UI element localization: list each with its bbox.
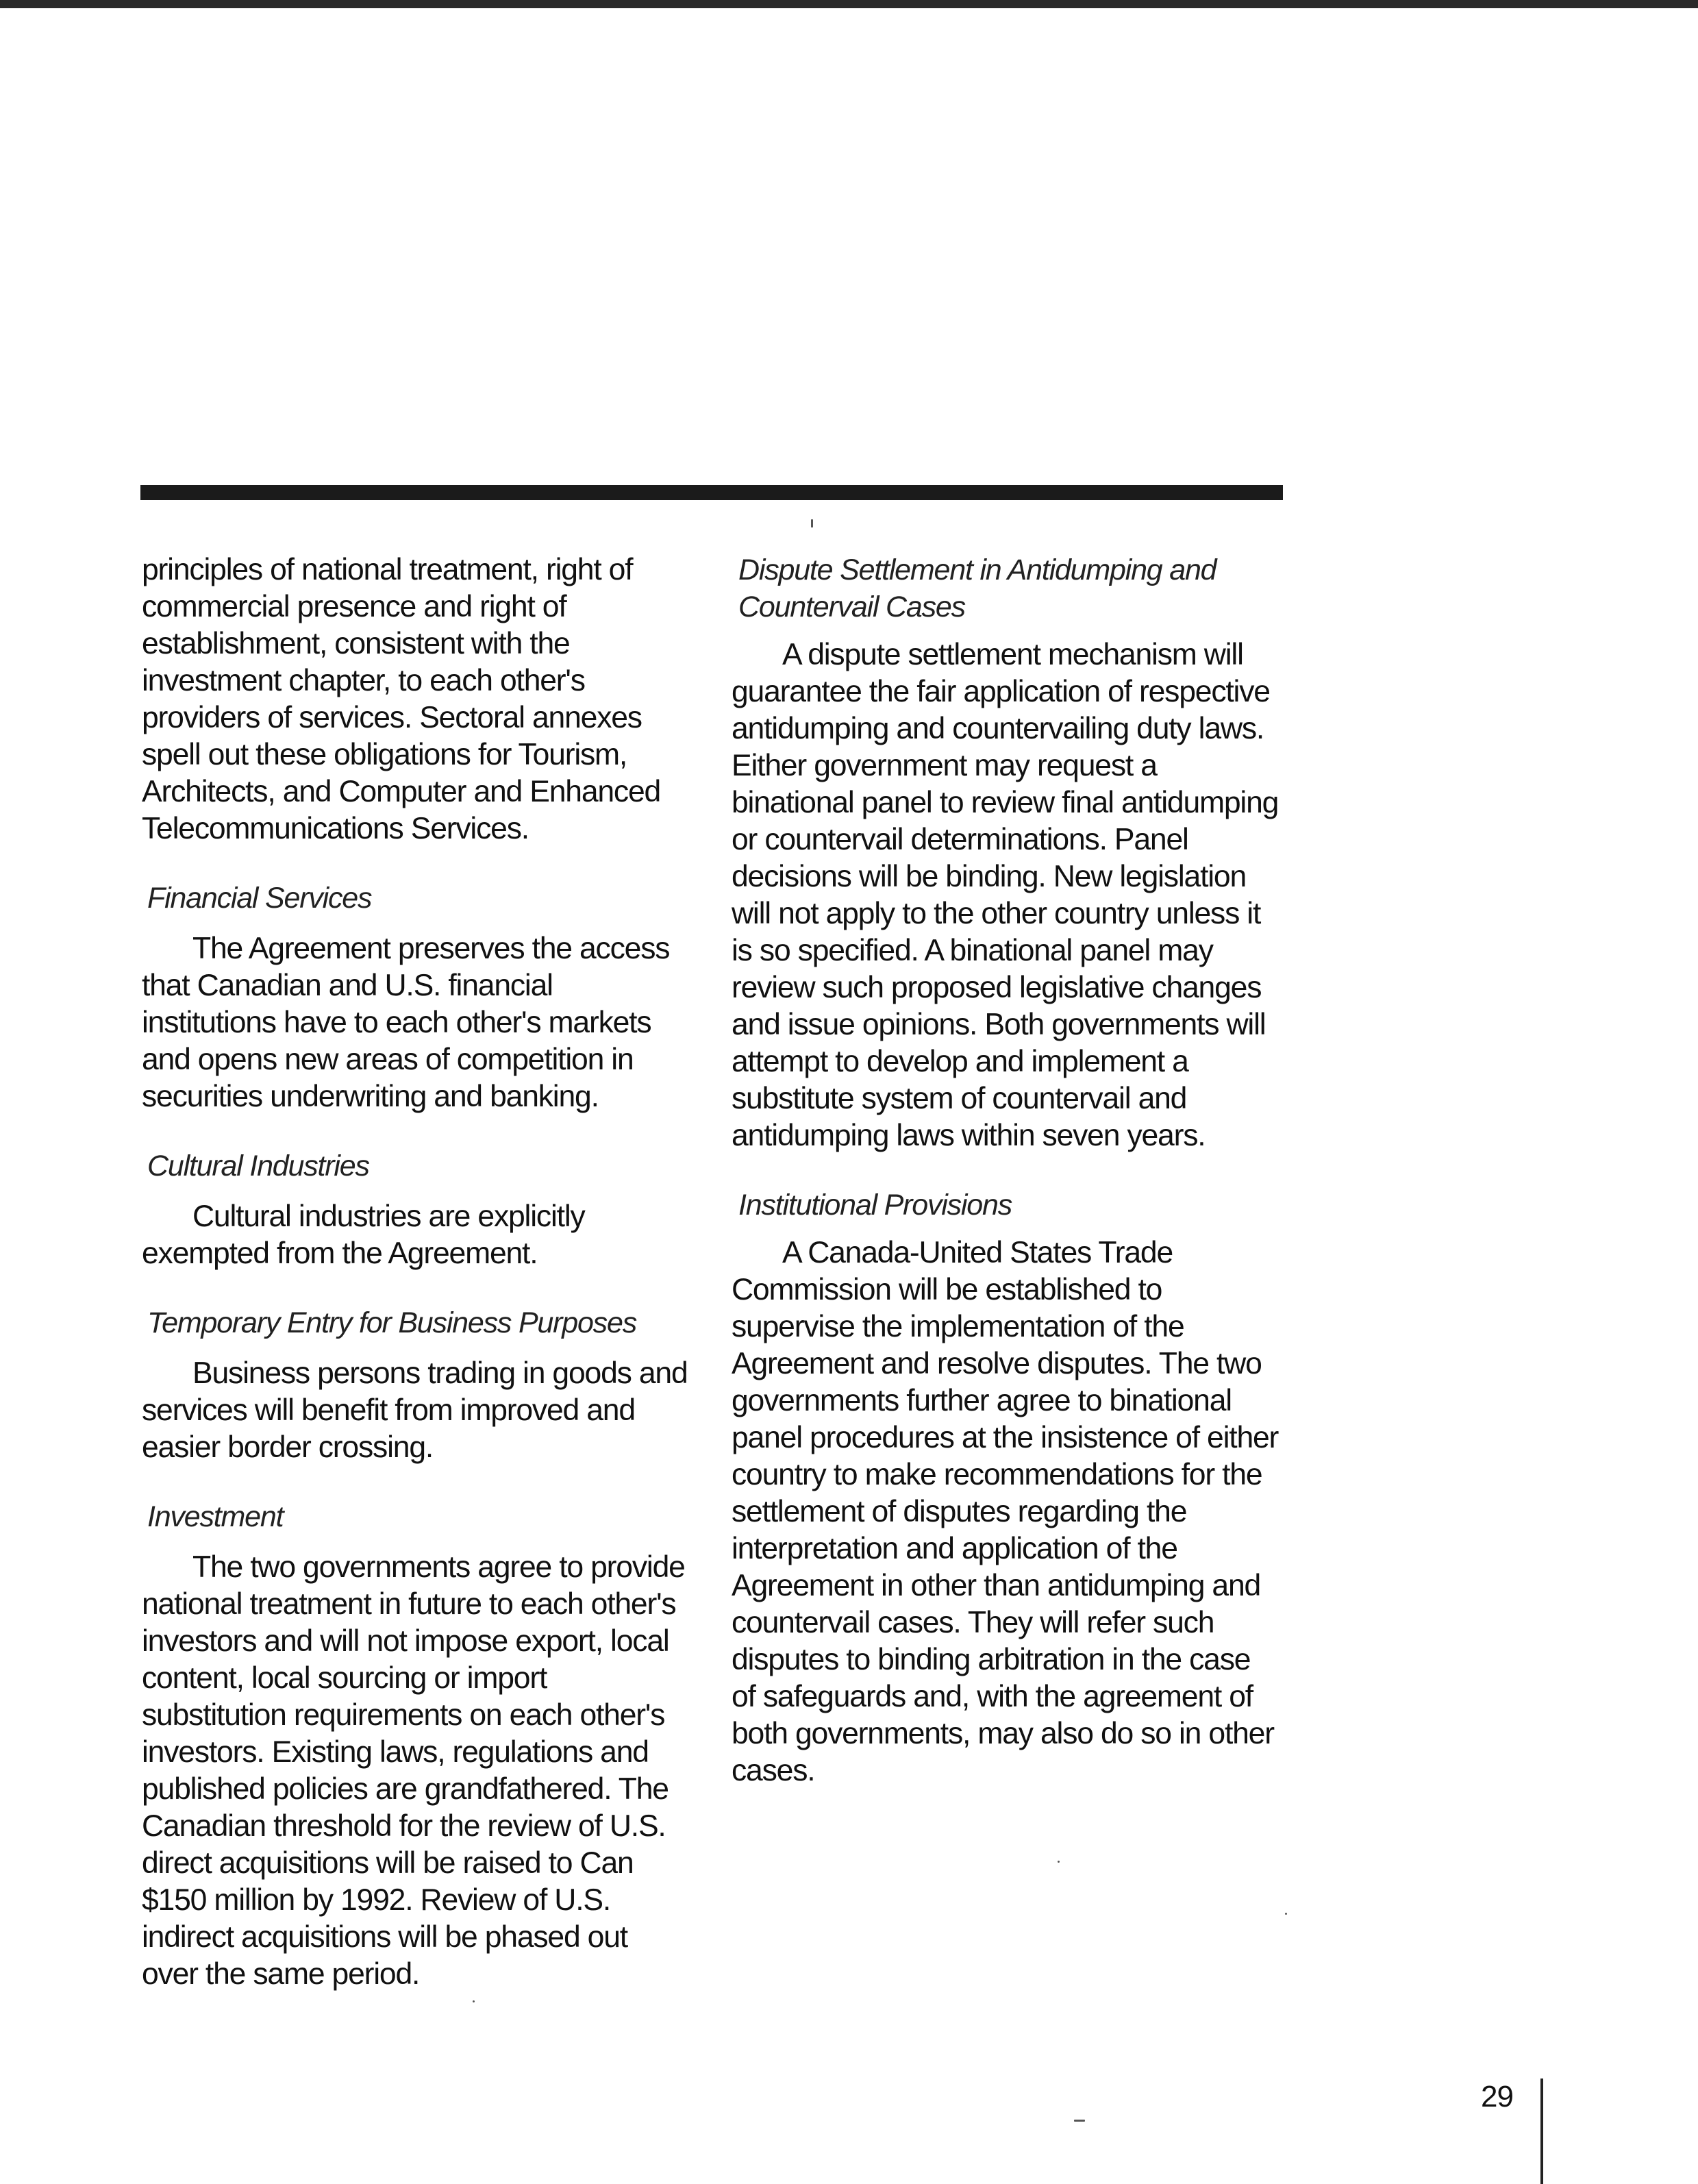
- cultural-industries-paragraph: Cultural industries are explicitly exempted from the Agreement.: [142, 1200, 585, 1270]
- scan-speck: [473, 2000, 475, 2002]
- scan-speck: [1074, 2120, 1085, 2122]
- scan-top-edge: [0, 0, 1698, 8]
- financial-services-paragraph: The Agreement preserves the access that Canadian and U.S. financial institutions have to each other's markets and opens new areas of competition in securities underwriting and banking.: [142, 932, 670, 1113]
- temporary-entry-paragraph: Business persons trading in goods and services will benefit from improved and easier border crossing.: [142, 1356, 688, 1464]
- page-number: 29: [1481, 2080, 1513, 2113]
- section-rule: [140, 485, 1283, 500]
- heading-dispute-settlement: Dispute Settlement in Antidumping and Countervail Cases: [738, 554, 1216, 623]
- left-column: [142, 551, 690, 2025]
- scan-speck: [811, 519, 813, 528]
- heading-temporary-entry: Temporary Entry for Business Purposes: [147, 1306, 636, 1339]
- institutional-provisions-paragraph: A Canada-United States Trade Commission will be established to supervise the implementation of the Agreement and resolve disputes. The two governments further agree to binational panel procedures at the insistence of either country to make recommendations for the settlement of disputes regarding the interpretation and application of the Agreement in other than antidumping and countervail cases. They will refer such disputes to binding arbitration in the case of safeguards and, with the agreement of both governments, may also do so in other cases.: [732, 1236, 1279, 1787]
- scan-speck: [1285, 1913, 1287, 1915]
- heading-financial-services: Financial Services: [147, 882, 372, 915]
- heading-investment: Investment: [147, 1500, 284, 1533]
- heading-institutional-provisions: Institutional Provisions: [738, 1189, 1012, 1221]
- services-paragraph: principles of national treatment, right of commercial presence and right of establishment, consistent with the investment chapter, to each other's providers of services. Sectoral annexes spell out these obligations for Tourism, Architects, and Computer and Enhanced Telecommunications Services.: [142, 553, 661, 845]
- dispute-settlement-paragraph: A dispute settlement mechanism will guarantee the fair application of respective antidumping and countervailing duty laws. Either government may request a binational panel to review final antidumping or countervail determinations. Panel decisions will be binding. New legislation will not apply to the other country unless it is so specified. A binational panel may review such proposed legislative changes and issue opinions. Both governments will attempt to develop and implement a substitute system of countervail and antidumping laws within seven years.: [732, 638, 1279, 1152]
- heading-cultural-industries: Cultural Industries: [147, 1150, 369, 1182]
- margin-line: [1540, 2078, 1543, 2184]
- scan-speck: [1058, 1861, 1060, 1863]
- right-column: [732, 551, 1279, 1822]
- investment-paragraph: The two governments agree to provide national treatment in future to each other's investors and will not impose export, local content, local sourcing or import substitution requirements on each other's investors. Existing laws, regulations and published policies are grandfathered. The Canadian threshold for the review of U.S. direct acquisitions will be raised to Can $150 million by 1992. Review of U.S. indirect acquisitions will be phased out over the same period.: [142, 1550, 685, 1991]
